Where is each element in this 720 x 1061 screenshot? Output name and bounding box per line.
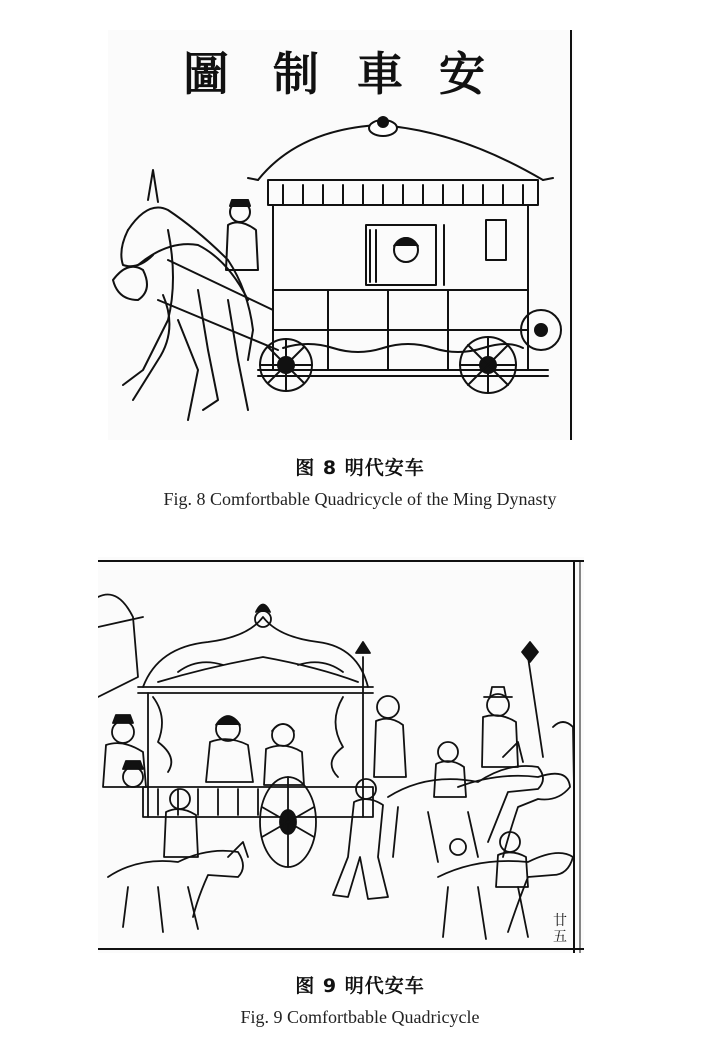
figure-8-woodcut: [108, 30, 574, 440]
figure-9-caption-english: Fig. 9 Comfortbable Quadricycle: [240, 1007, 480, 1027]
title-char-3: 車: [357, 47, 403, 101]
title-char-4: 安: [439, 47, 485, 101]
figure-8-image: [108, 30, 574, 440]
figure-9-image: [98, 557, 584, 953]
title-char-1: 圖: [183, 47, 229, 101]
figure-8-caption-english: Fig. 8 Comfortbable Quadricycle of the Ming Dynasty: [163, 489, 557, 509]
figure-8-caption-chinese: 图 8 明代安车: [295, 457, 425, 479]
title-char-2: 制: [273, 47, 319, 101]
figure-9-woodcut: [98, 557, 584, 953]
figure-9-caption-chinese: 图 9 明代安车: [295, 975, 425, 997]
page-mark-1: 廿: [553, 913, 567, 929]
page-mark-2: 五: [553, 929, 567, 945]
